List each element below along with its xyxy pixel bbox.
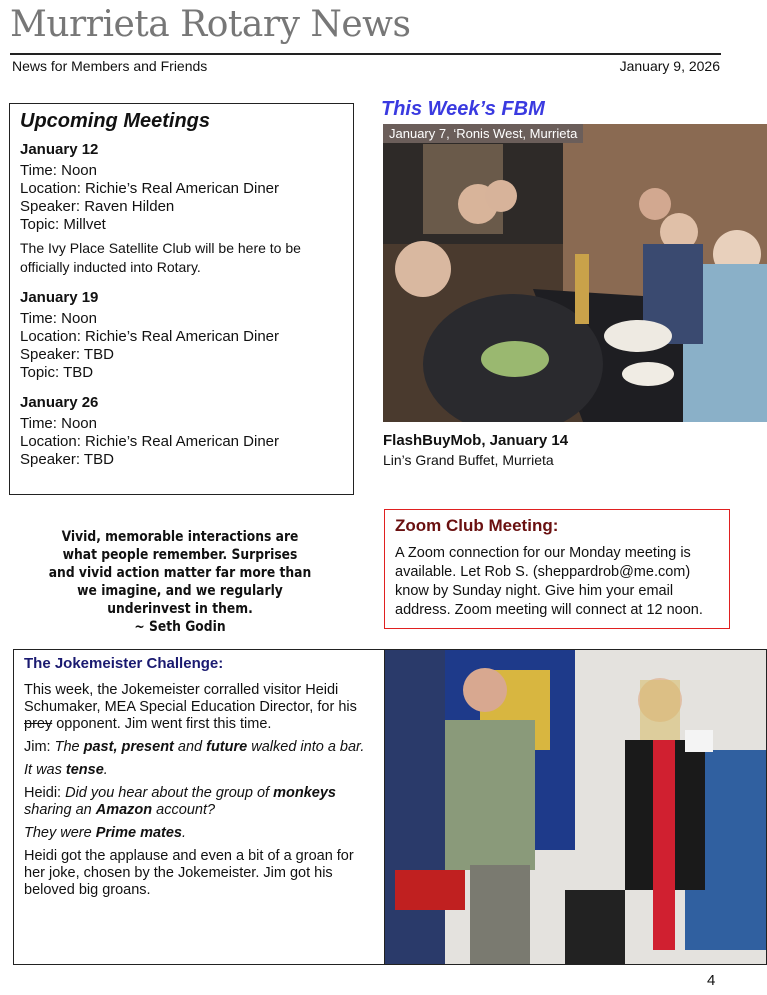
upcoming-meetings-title: Upcoming Meetings xyxy=(20,110,211,132)
issue-date: January 9, 2026 xyxy=(619,58,720,74)
meeting-speaker: Speaker: Raven Hilden xyxy=(20,198,175,215)
meeting-location: Location: Richie’s Real American Diner xyxy=(20,328,280,345)
jokemeister-title: The Jokemeister Challenge: xyxy=(24,655,224,672)
masthead-rule xyxy=(10,53,721,55)
joke-jim: Jim: The past, present and future walked into a bar. xyxy=(24,739,365,755)
meeting-location: Location: Richie’s Real American Diner xyxy=(20,433,280,450)
meeting-speaker: Speaker: TBD xyxy=(20,451,114,468)
flashbuymob-location: Lin’s Grand Buffet, Murrieta xyxy=(383,452,554,468)
page-number: 4 xyxy=(707,972,716,989)
upcoming-meetings-box xyxy=(9,103,354,495)
zoom-meeting-box xyxy=(384,509,730,629)
joke-heidi: Heidi: Did you hear about the group of monkeys sharing an Amazon account? xyxy=(24,785,336,818)
zoom-body: A Zoom connection for our Monday meeting is available. Let Rob S. (sheppardrob@me.com) know by Sunday night. Give him your email address. Zoom meeting will connect at 12 noon. xyxy=(395,545,703,618)
fbm-title: This Week’s FBM xyxy=(381,98,545,120)
masthead-title: Murrieta Rotary News xyxy=(10,4,411,45)
quote-text: Vivid, memorable interactions are what people remember. Surprises and vivid action matter far more than we imagine, and we regularly underinvest in them. xyxy=(48,529,312,617)
meeting-date: January 12 xyxy=(20,141,99,158)
meeting-time: Time: Noon xyxy=(20,162,97,179)
meeting-note: The Ivy Place Satellite Club will be here to be officially inducted into Rotary. xyxy=(20,240,301,275)
joke-closing: Heidi got the applause and even a bit of a groan for her joke, chosen by the Jokemeister. Jim got his beloved big groans. xyxy=(24,848,354,898)
meeting-item xyxy=(20,394,343,469)
fbm-group-photo xyxy=(383,124,767,422)
quote-block xyxy=(48,528,312,636)
meeting-speaker: Speaker: TBD xyxy=(20,346,114,363)
meeting-date: January 26 xyxy=(20,394,99,411)
quote-author: ~ Seth Godin xyxy=(134,619,226,635)
jokemeister-box xyxy=(13,649,385,965)
meeting-date: January 19 xyxy=(20,289,99,306)
jokemeister-photo xyxy=(384,649,767,965)
joke-prime: They were Prime mates. xyxy=(24,825,187,841)
meeting-time: Time: Noon xyxy=(20,415,97,432)
zoom-title: Zoom Club Meeting: xyxy=(395,516,559,535)
meeting-time: Time: Noon xyxy=(20,310,97,327)
joke-tense: It was tense. xyxy=(24,762,108,778)
meeting-topic: Topic: Millvet xyxy=(20,216,106,233)
meeting-item xyxy=(20,141,343,277)
meeting-location: Location: Richie’s Real American Diner xyxy=(20,180,280,197)
meeting-topic: Topic: TBD xyxy=(20,364,94,381)
joke-intro: This week, the Jokemeister corralled visitor Heidi Schumaker, MEA Special Education Director, for his prey opponent. Jim went first this time. xyxy=(24,682,357,732)
fbm-photo-caption: January 7, ‘Ronis West, Murrieta xyxy=(383,124,583,143)
flashbuymob-title: FlashBuyMob, January 14 xyxy=(383,432,569,449)
masthead-subtitle: News for Members and Friends xyxy=(12,58,208,74)
meeting-item xyxy=(20,289,343,382)
